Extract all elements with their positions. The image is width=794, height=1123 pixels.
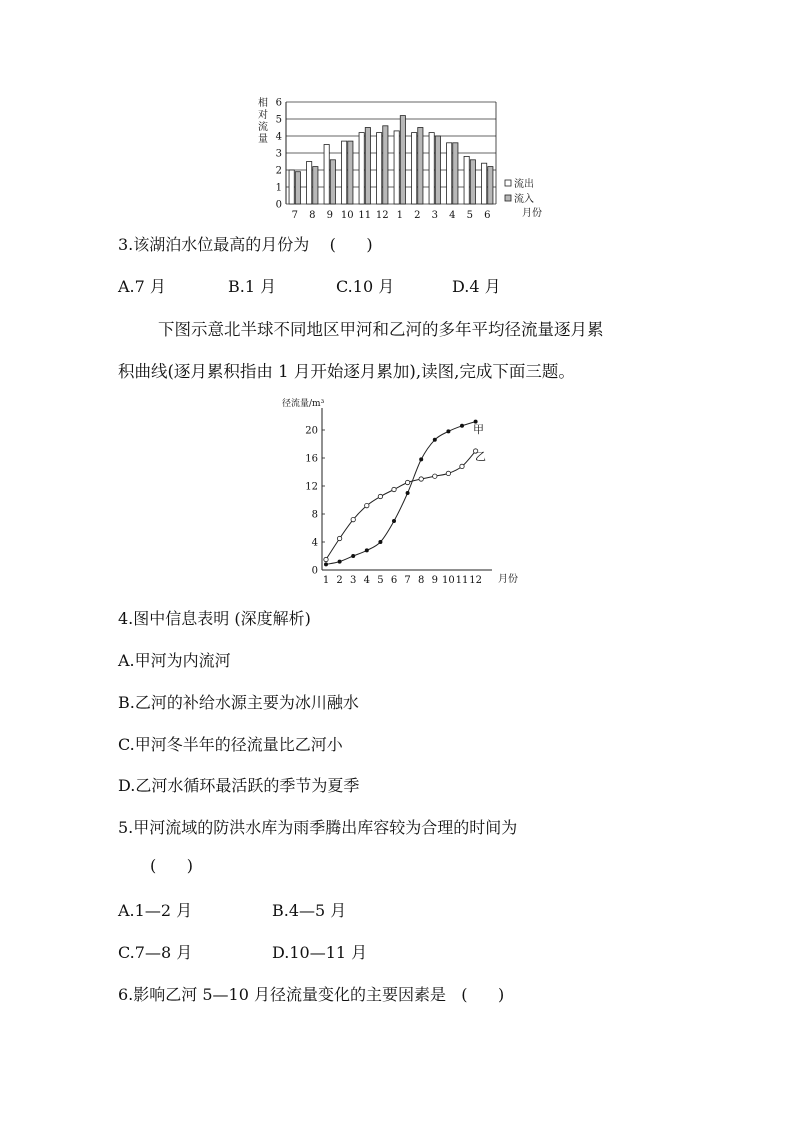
line-point-yi [392, 487, 396, 491]
q3-stem: 3.该湖泊水位最高的月份为 ( ) [118, 235, 373, 254]
bar-xtick-label: 12 [375, 210, 389, 221]
line-point-jia [338, 560, 342, 564]
line-ytick-label: 16 [305, 453, 318, 465]
q5-option-b[interactable]: B.4—5 月 [272, 901, 347, 920]
line-chart [270, 392, 520, 588]
bar-ytick-label: 5 [275, 114, 282, 126]
line-point-jia [324, 562, 328, 566]
bar-xtick-label: 11 [358, 210, 372, 221]
line-xtick-label: 5 [377, 575, 384, 586]
q6-stem: 6.影响乙河 5—10 月径流量变化的主要因素是 ( ) [118, 985, 505, 1004]
bar-outflow [289, 170, 294, 204]
bar-xtick-label: 9 [326, 210, 333, 221]
intro-line-1: 下图示意北半球不同地区甲河和乙河的多年平均径流量逐月累 [158, 320, 604, 339]
bar-ytick-label: 0 [275, 199, 282, 211]
q5-option-c[interactable]: C.7—8 月 [118, 943, 193, 962]
line-label-jia: 甲 [473, 423, 484, 436]
bar-outflow [324, 145, 329, 205]
line-xtick-label: 8 [418, 575, 425, 586]
legend-swatch-outflow [505, 180, 511, 186]
line-point-yi [433, 474, 437, 478]
bar-ylabel-char: 量 [258, 134, 268, 145]
line-xtick-label: 3 [350, 575, 357, 586]
bar-ytick-label: 1 [275, 182, 282, 194]
bar-xtick-label: 6 [484, 210, 491, 221]
bar-outflow [482, 163, 487, 204]
line-point-yi [378, 494, 382, 498]
line-point-yi [460, 464, 464, 468]
line-point-jia [365, 548, 369, 552]
line-ytick-label: 8 [311, 509, 318, 521]
bar-outflow [359, 133, 364, 204]
bar-ytick-label: 2 [275, 165, 282, 177]
q3-option-d[interactable]: D.4 月 [452, 277, 501, 296]
line-point-jia [392, 519, 396, 523]
bar-chart [250, 92, 550, 222]
line-ytick-label: 4 [311, 537, 318, 549]
bar-xtick-label: 1 [396, 210, 403, 221]
bar-inflow [400, 116, 405, 204]
bar-legend [505, 177, 534, 205]
line-xtick-label: 9 [431, 575, 438, 586]
line-point-jia [378, 540, 382, 544]
line-point-yi [351, 517, 355, 521]
line-xtick-label: 2 [336, 575, 343, 586]
bar-outflow [394, 131, 399, 204]
bar-xtick-label: 10 [340, 210, 354, 221]
line-point-jia [433, 438, 437, 442]
bar-outflow [342, 141, 347, 204]
q4-option-b[interactable]: B.乙河的补给水源主要为冰川融水 [118, 693, 359, 712]
bar-inflow [453, 143, 458, 204]
line-xtick-label: 12 [469, 575, 482, 586]
legend-swatch-inflow [505, 195, 511, 201]
bar-xtick-label: 7 [291, 210, 298, 221]
line-point-yi [446, 471, 450, 475]
line-series-yi [326, 451, 476, 560]
bar-outflow [412, 133, 417, 204]
line-xtick-label: 1 [322, 575, 330, 586]
legend-label-inflow: 流入 [514, 194, 534, 205]
bar-xtick-label: 5 [466, 210, 473, 221]
line-point-jia [419, 457, 423, 461]
line-point-jia [446, 429, 450, 433]
q5-option-d[interactable]: D.10—11 月 [272, 943, 368, 962]
line-point-yi [365, 503, 369, 507]
line-point-jia [351, 554, 355, 558]
q5-answer-paren: ( ) [150, 856, 193, 875]
line-series-jia [326, 422, 476, 565]
line-ytick-label: 12 [305, 481, 318, 493]
bar-chart-xunit: 月份 [522, 208, 542, 219]
bar-inflow [348, 141, 353, 204]
q4-option-d[interactable]: D.乙河水循环最活跃的季节为夏季 [118, 776, 360, 795]
bar-ylabel-char: 对 [258, 110, 268, 121]
q3-option-c[interactable]: C.10 月 [336, 277, 395, 296]
bar-inflow [295, 172, 300, 204]
intro-line-2: 积曲线(逐月累积指由 1 月开始逐月累加),读图,完成下面三题。 [118, 362, 575, 381]
q3-option-a[interactable]: A.7 月 [118, 277, 166, 296]
bar-inflow [470, 160, 475, 204]
line-xtick-label: 11 [455, 575, 469, 586]
bar-inflow [435, 136, 440, 204]
q4-option-a[interactable]: A.甲河为内流河 [118, 651, 231, 670]
bar-xtick-label: 8 [309, 210, 316, 221]
legend-label-outflow: 流出 [514, 179, 534, 190]
q3-option-b[interactable]: B.1 月 [228, 277, 277, 296]
q5-stem: 5.甲河流域的防洪水库为雨季腾出库容较为合理的时间为 [118, 818, 518, 837]
bar-ylabel-char: 相 [258, 98, 268, 109]
q4-option-c[interactable]: C.甲河冬半年的径流量比乙河小 [118, 735, 343, 754]
bar-outflow [307, 162, 312, 205]
bar-inflow [418, 128, 423, 205]
q4-stem: 4.图中信息表明 (深度解析) [118, 609, 311, 628]
bar-ytick-label: 4 [275, 131, 282, 143]
line-chart-ylabel: 径流量/m³ [282, 399, 325, 409]
bar-ytick-label: 3 [275, 148, 282, 160]
bar-inflow [330, 160, 335, 204]
line-point-yi [419, 477, 423, 481]
bar-xtick-label: 3 [431, 210, 438, 221]
bar-outflow [464, 156, 469, 204]
q5-option-a[interactable]: A.1—2 月 [118, 901, 193, 920]
bar-outflow [447, 143, 452, 204]
line-xtick-label: 4 [363, 575, 370, 586]
bar-chart-ylabel [258, 96, 268, 145]
line-point-yi [337, 536, 341, 540]
line-point-jia [406, 491, 410, 495]
line-chart-xunit: 月份 [498, 574, 518, 585]
line-xtick-label: 6 [390, 575, 398, 586]
bar-outflow [377, 133, 382, 204]
bar-xtick-label: 4 [449, 210, 456, 221]
line-point-jia [460, 424, 464, 428]
bar-inflow [488, 167, 493, 204]
line-ytick-label: 0 [311, 565, 318, 577]
line-point-yi [405, 480, 409, 484]
bar-inflow [383, 126, 388, 204]
bar-ytick-label: 6 [275, 97, 282, 109]
line-xtick-label: 10 [442, 575, 455, 586]
bar-inflow [365, 128, 370, 205]
bar-outflow [429, 133, 434, 204]
bar-xtick-label: 2 [414, 210, 421, 221]
line-point-yi [324, 557, 328, 561]
line-label-yi: 乙 [475, 450, 486, 463]
line-ytick-label: 20 [305, 425, 318, 437]
bar-ylabel-char: 流 [258, 122, 268, 133]
line-xtick-label: 7 [404, 575, 411, 586]
bar-inflow [313, 167, 318, 204]
